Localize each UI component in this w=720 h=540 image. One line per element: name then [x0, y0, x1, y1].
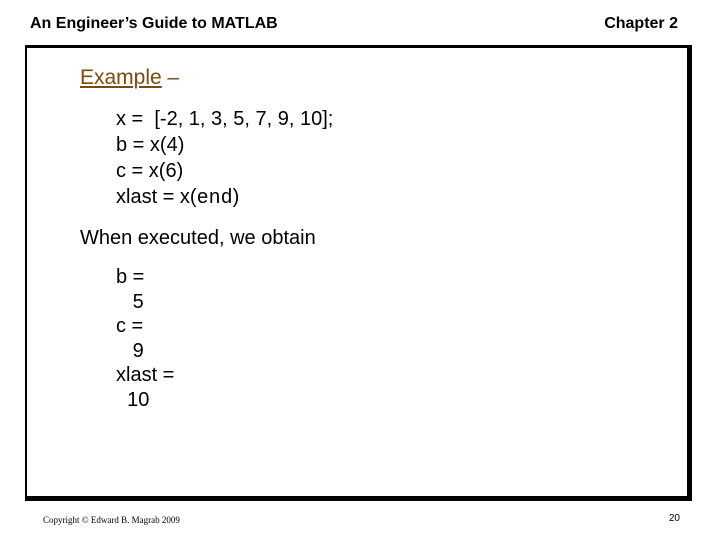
footer-page-number: 20	[668, 513, 680, 524]
output-value-b: 5	[116, 290, 144, 313]
header-chapter: Chapter 2	[604, 15, 678, 32]
output-label-b: b =	[116, 266, 145, 288]
example-label: Example	[80, 66, 162, 89]
output-label-xlast: xlast =	[116, 364, 175, 386]
output-block	[116, 265, 174, 412]
intro-text: When executed, we obtain	[80, 227, 316, 249]
code-line: x = [-2, 1, 3, 5, 7, 9, 10];	[116, 108, 334, 130]
example-dash: –	[161, 66, 180, 89]
code-keyword: end	[196, 187, 233, 210]
code-line-suffix: )	[232, 186, 240, 208]
output-label-c: c =	[116, 315, 144, 337]
code-line	[116, 184, 333, 212]
code-block	[116, 106, 333, 212]
footer-copyright: Copyright © Edward B. Magrab 2009	[43, 515, 180, 525]
output-value-c: 9	[116, 339, 144, 362]
example-heading	[80, 66, 179, 90]
output-value-xlast: 10	[116, 388, 150, 411]
header-title: An Engineer’s Guide to MATLAB	[30, 15, 278, 32]
code-line: c = x(6)	[116, 160, 184, 182]
code-line: b = x(4)	[116, 134, 185, 156]
code-line-prefix: xlast = x(	[116, 186, 197, 208]
